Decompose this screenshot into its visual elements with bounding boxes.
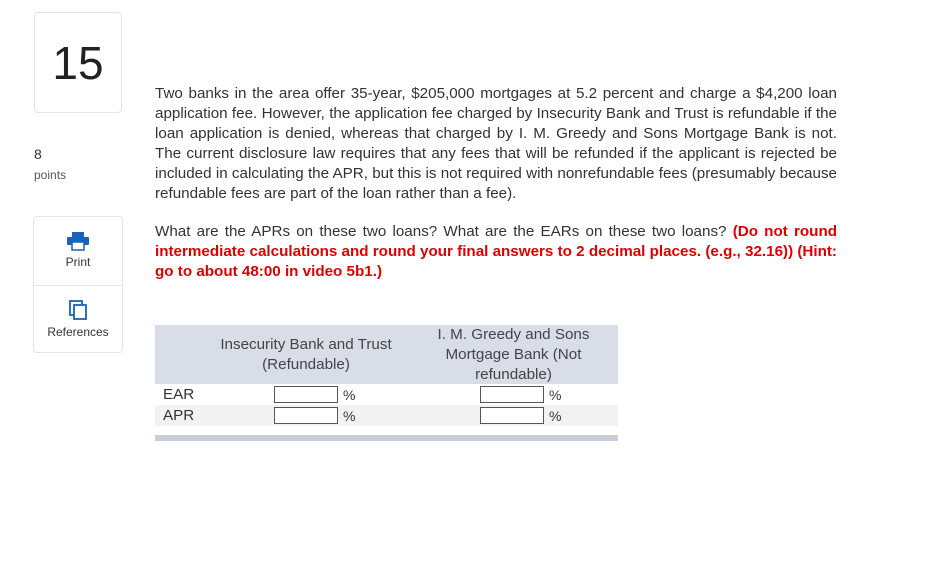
answer-table-header [155, 325, 618, 384]
ear-insecurity-unit: % [343, 386, 356, 403]
references-button[interactable] [34, 299, 122, 339]
tools-divider [34, 285, 122, 286]
ear-greedy-unit: % [549, 386, 562, 403]
question-paragraph-2 [155, 222, 837, 282]
apr-greedy-input[interactable] [480, 407, 544, 424]
print-label: Print [65, 255, 91, 269]
answer-table-footer [155, 435, 618, 441]
points-value: 8 [34, 146, 42, 162]
question-prompt: What are the APRs on these two loans? What are the EARs on these two loans? [155, 223, 733, 240]
ear-greedy-input[interactable] [480, 386, 544, 403]
points-label: points [34, 168, 67, 182]
apr-insecurity-input[interactable] [274, 407, 338, 424]
header-greedy-bank: I. M. Greedy and Sons Mortgage Bank (Not refundable) [437, 325, 590, 383]
answer-table [155, 325, 618, 441]
tools-panel [33, 216, 123, 353]
ear-insecurity-input[interactable] [274, 386, 338, 403]
table-row-apr [155, 405, 618, 426]
apr-greedy-unit: % [549, 407, 562, 424]
row-label-ear: EAR [163, 386, 195, 403]
apr-insecurity-unit: % [343, 407, 356, 424]
rounding-instruction: (Do not round intermediate calculations and round your final answers to 2 decimal places. (e.g., 32.16)) (Hint: go to about 48:00 in video 5b1.) [155, 223, 837, 280]
printer-icon [66, 231, 90, 255]
question-number: 15 [34, 12, 122, 113]
question-paragraph-1: Two banks in the area offer 35-year, $205,000 mortgages at 5.2 percent and charge a $4,200 loan application fee. However, the application fee charged by Insecurity Bank and Trust is refundable if the loan application is denied, whereas that charged by I. M. Greedy and Sons Mortgage Bank is not. The current disclosure law requires that any fees that will be refunded if the applicant is rejected be included in calculating the APR, but this is not required with nonrefundable fees (presumably because refundable fees are part of the loan rather than a fee). [155, 85, 837, 202]
header-insecurity-bank: Insecurity Bank and Trust (Refundable) [220, 335, 392, 373]
print-button[interactable] [34, 231, 122, 269]
references-label: References [47, 325, 109, 339]
references-icon [67, 299, 89, 325]
question-text [155, 84, 837, 300]
table-row-ear [155, 384, 618, 405]
row-label-apr: APR [163, 407, 195, 424]
